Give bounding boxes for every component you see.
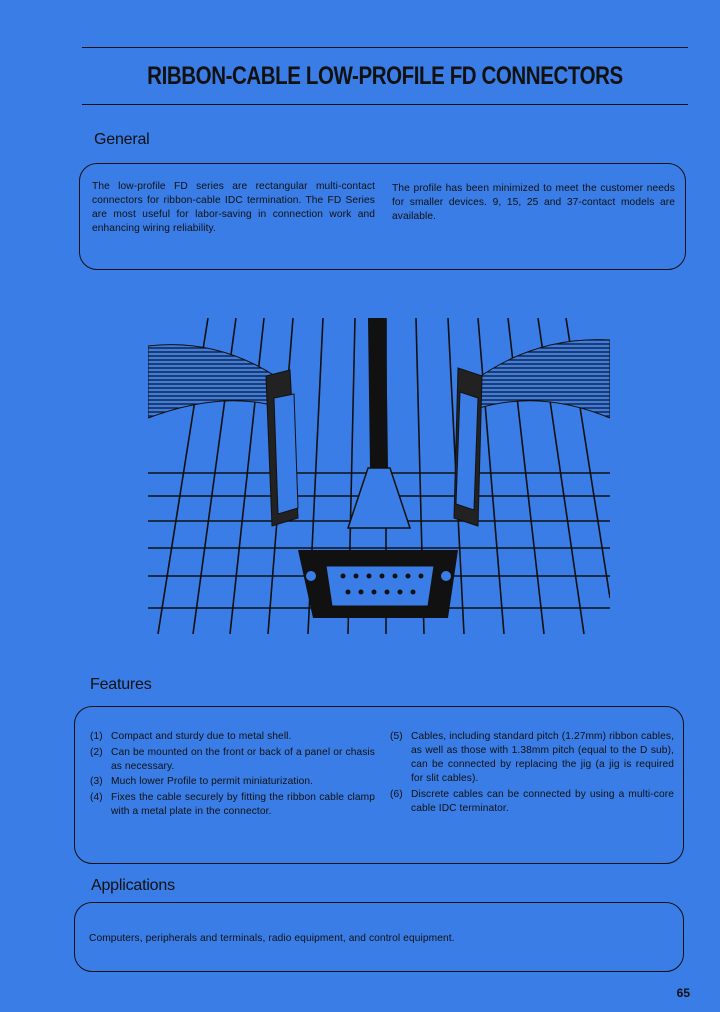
list-item [90,746,375,774]
item-number: (6) [390,788,403,800]
top-rule [82,47,688,48]
list-item [90,791,375,819]
list-item [90,775,375,789]
item-text: Cables, including standard pitch (1.27mm) ribbon cables, as well as those with 1.38mm pitch (equal to the D sub), can be connected by replacing the jig (a jig is required for slit cables). [411,731,674,784]
general-text-left: The low-profile FD series are rectangular multi-contact connectors for ribbon-cable IDC termination. The FD Series are most useful for labor-saving in connection work and enhancing wiring reliability. [92,181,375,234]
features-list-left [90,730,375,820]
connector-photo [148,318,610,634]
page-number: 65 [676,986,690,1000]
applications-text: Computers, peripherals and terminals, radio equipment, and control equipment. [89,933,455,944]
applications-heading: Applications [91,877,175,894]
item-number: (4) [90,791,103,803]
item-text: Fixes the cable securely by fitting the ribbon cable clamp with a metal plate in the connector. [111,791,375,817]
item-number: (2) [90,746,103,758]
item-text: Much lower Profile to permit miniaturization. [111,776,314,787]
item-number: (1) [90,731,103,742]
list-item [390,788,674,816]
list-item [390,730,674,786]
general-text-right: The profile has been minimized to meet the customer needs for smaller devices. 9, 15, 25 and 37-contact models are available. [392,183,675,222]
features-heading: Features [90,676,152,693]
item-number: (5) [390,731,403,742]
item-text: Discrete cables can be connected by using a multi-core cable IDC terminator. [411,788,674,814]
title-underline-rule [82,104,688,105]
list-item [90,730,375,744]
item-text: Can be mounted on the front or back of a panel or chasis as necessary. [111,746,375,772]
item-text: Compact and sturdy due to metal shell. [111,731,292,742]
features-list-right [390,730,674,817]
item-number: (3) [90,776,103,787]
general-heading: General [94,131,150,148]
page-title: RIBBON-CABLE LOW-PROFILE FD CONNECTORS [147,62,623,90]
